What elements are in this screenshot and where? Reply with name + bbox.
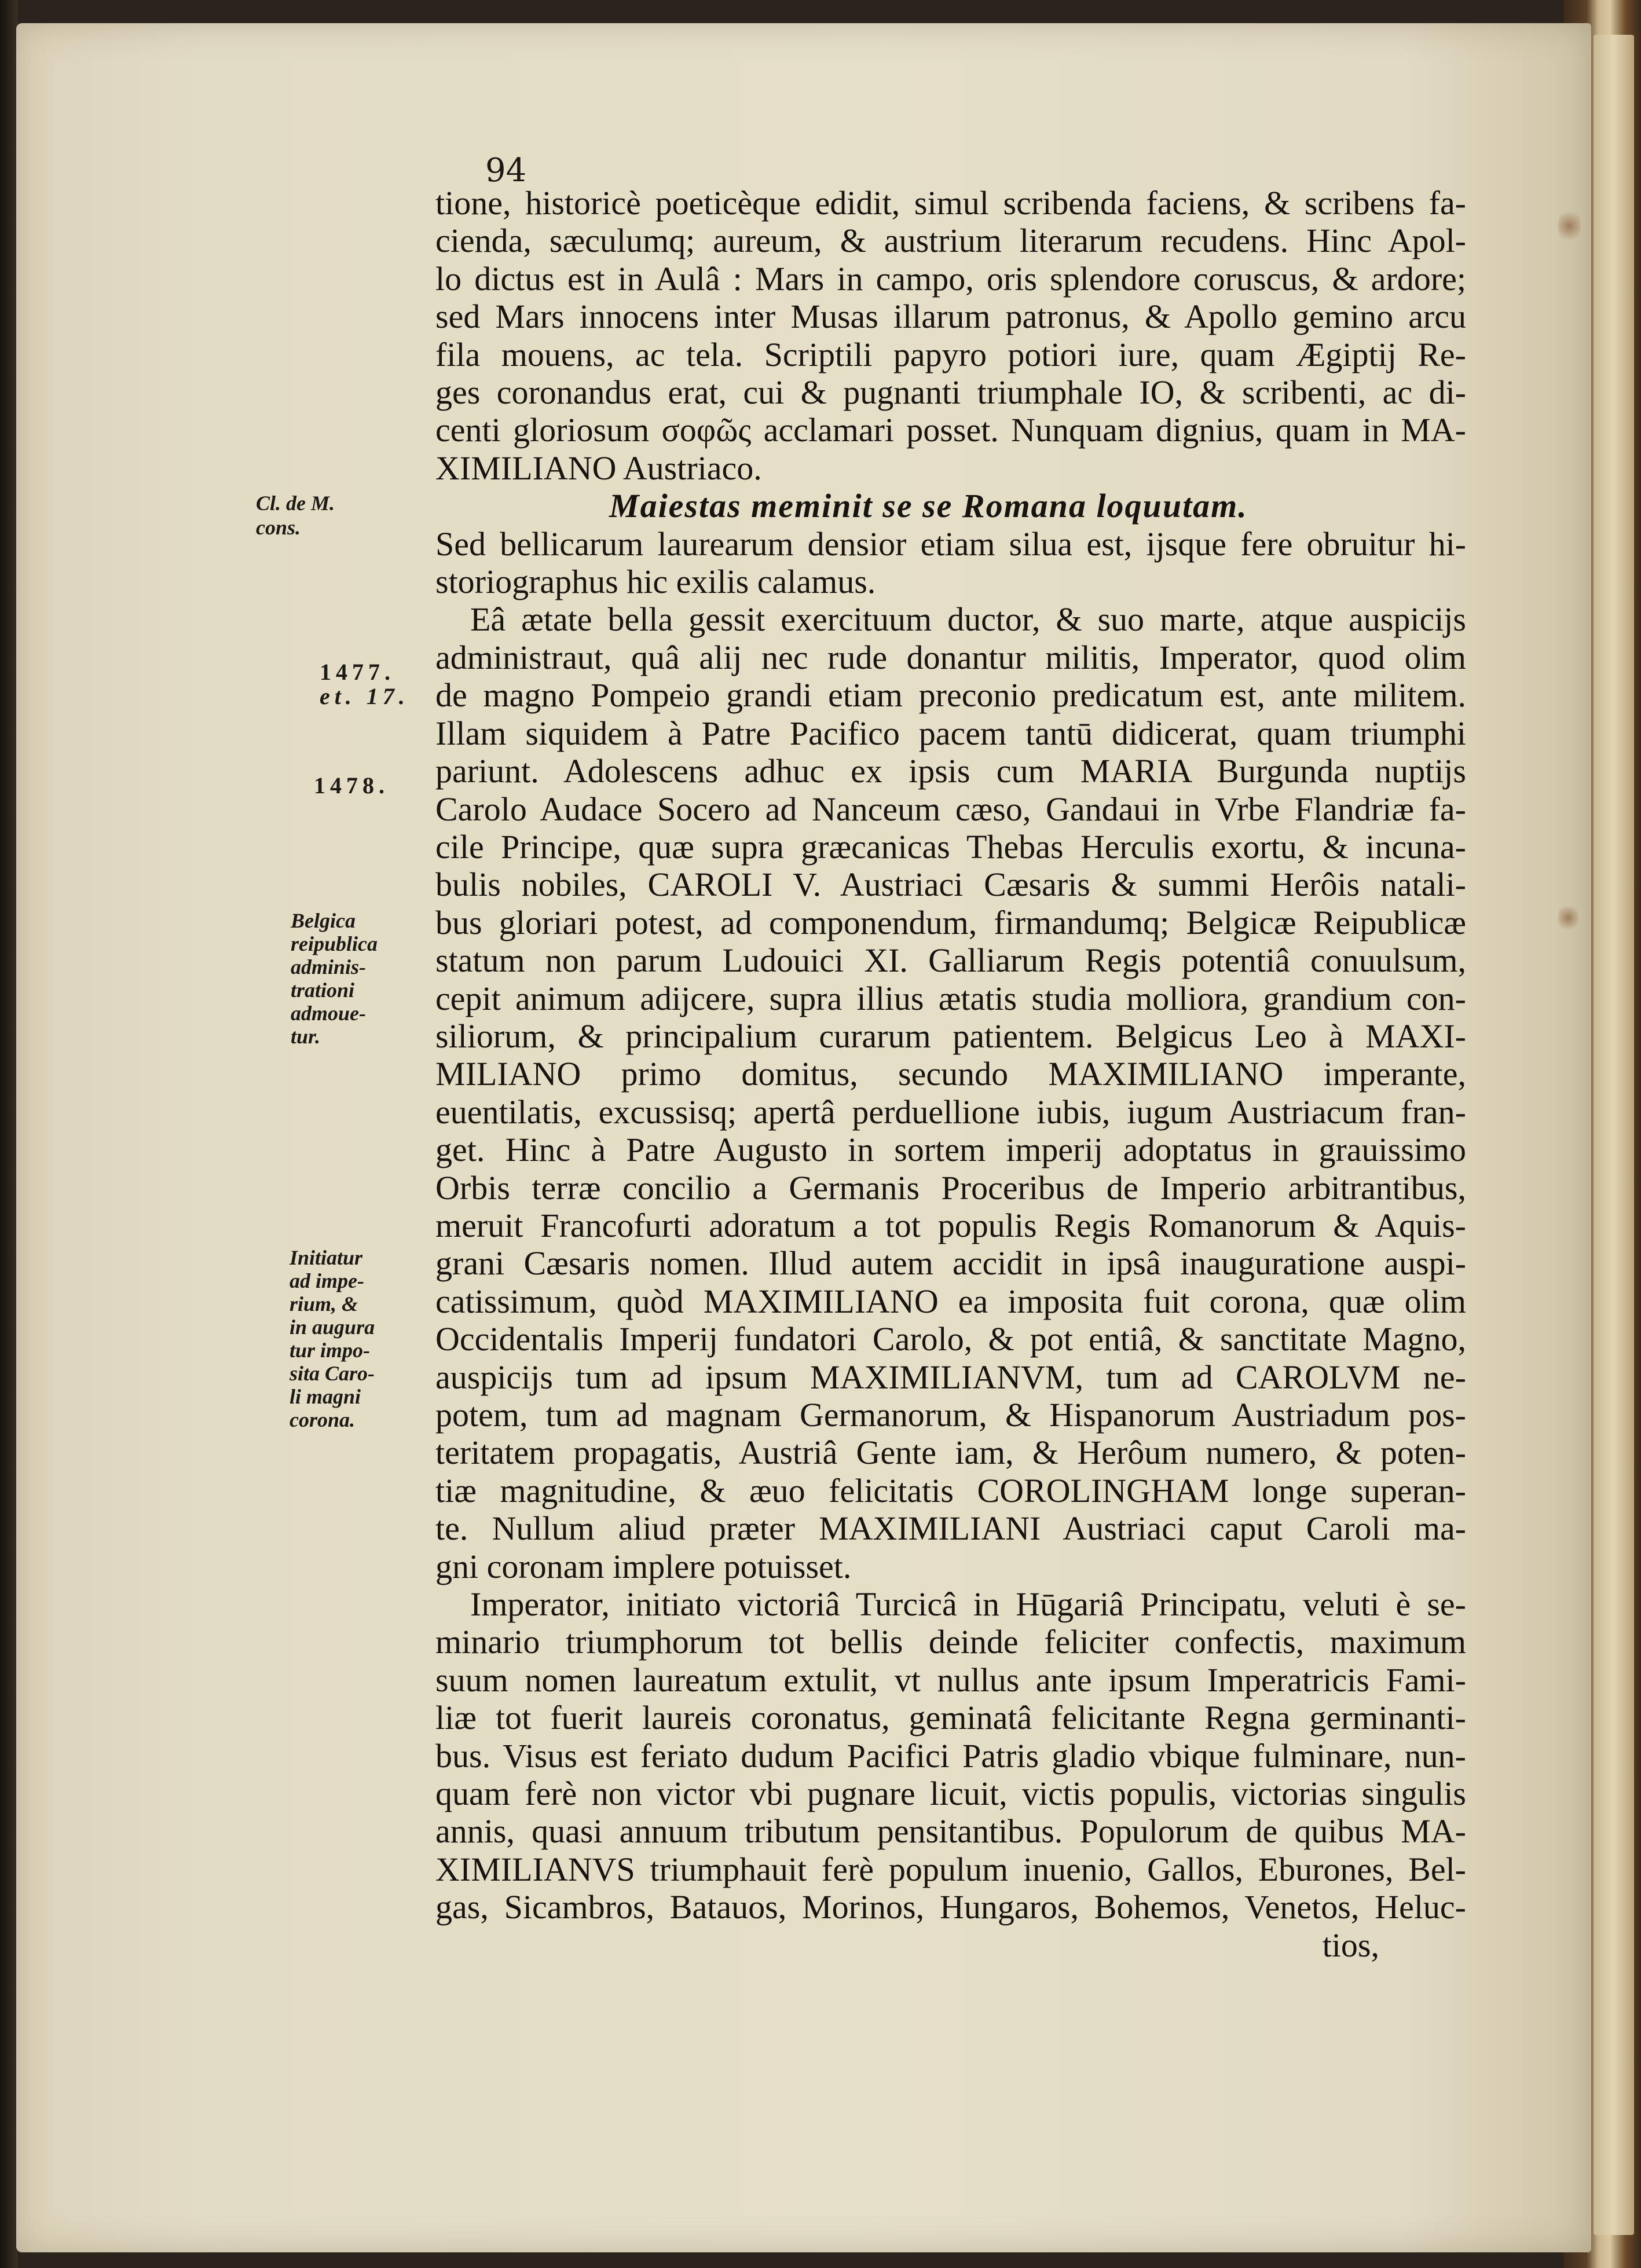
margin-note-line: adminis-	[291, 955, 367, 979]
text-line: Eâ ætate bella gessit exercituum ductor, & suo marte, atque auspicijs	[470, 600, 1466, 639]
text-line: meruit Francofurti adoratum a tot populis Regis Romanorum & Aquis-	[435, 1206, 1466, 1244]
text-line: Sed bellicarum laurearum densior etiam silua est, ijsque fere obruitur hi-	[435, 525, 1466, 563]
text-line: fila mouens, ac tela. Scriptili papyro potiori iure, quam Ægiptij Re-	[435, 335, 1466, 373]
margin-note-line: in augura	[290, 1316, 375, 1339]
text-line: minario triumphorum tot bellis deinde feliciter confectis, maximum	[435, 1623, 1466, 1661]
text-line: cepit animum adijcere, supra illius ætatis studia molliora, grandium con-	[435, 979, 1466, 1017]
margin-note-line: Initiatur	[290, 1246, 363, 1269]
margin-note-year-1477	[320, 660, 409, 709]
text-line: lo dictus est in Aulâ : Mars in campo, oris splendore coruscus, & ardore;	[435, 259, 1466, 298]
margin-note-line: Belgica	[291, 909, 356, 932]
margin-note-line: admoue-	[291, 1002, 366, 1025]
text-line: Carolo Audace Socero ad Nanceum cæso, Gandaui in Vrbe Flandriæ fa-	[435, 790, 1466, 828]
text-line: cile Principe, quæ supra græcanicas Thebas Herculis exortu, & incuna-	[435, 827, 1466, 866]
text-line: te. Nullum aliud præter MAXIMILIANI Austriaci caput Caroli ma-	[435, 1509, 1466, 1548]
text-line: administraut, quâ alij nec rude donantur militis, Imperator, quod olim	[435, 638, 1466, 676]
text-line: ges coronandus erat, cui & pugnanti triumphale IO, & scribenti, ac di-	[435, 373, 1466, 412]
text-line: Orbis terræ concilio a Germanis Proceribus de Imperio arbitrantibus,	[435, 1168, 1466, 1207]
book-binding-left	[0, 0, 17, 2268]
text-line: cienda, sæculumq; aureum, & austrium literarum recudens. Hinc Apol-	[435, 222, 1466, 260]
main-text-block	[435, 184, 1466, 1964]
text-line: liæ tot fuerit laureis coronatus, geminatâ felicitante Regna germinanti-	[435, 1699, 1466, 1737]
text-line: XIMILIANVS triumphauit ferè populum inuenio, Gallos, Eburones, Bel-	[435, 1850, 1466, 1888]
margin-note-line: Cl. de M.	[256, 492, 335, 515]
ink-stain	[1558, 903, 1578, 932]
text-line: bus. Visus est feriato dudum Pacifici Patris gladio vbique fulminare, nun-	[435, 1736, 1466, 1775]
ink-stain	[1558, 208, 1581, 243]
text-line: grani Cæsaris nomen. Illud autem accidit in ipsâ inauguratione auspi-	[435, 1244, 1466, 1283]
text-line: teritatem propagatis, Austriâ Gente iam, & Herôum numero, & poten-	[435, 1434, 1466, 1472]
margin-note-line: cons.	[256, 516, 301, 539]
text-line: euentilatis, excussisq; apertâ perduellione iubis, iugum Austriacum fran-	[435, 1093, 1466, 1131]
page-number: 94	[485, 152, 527, 189]
text-line: Occidentalis Imperij fundatori Carolo, & pot entiâ, & sanctitate Magno,	[435, 1320, 1466, 1358]
text-line: potem, tum ad magnam Germanorum, & Hispanorum Austriadum pos-	[435, 1396, 1466, 1434]
text-line: XIMILIANO Austriaco.	[435, 449, 762, 487]
text-line: catissimum, quòd MAXIMILIANO ea imposita fuit corona, quæ olim	[435, 1282, 1466, 1320]
text-line: MILIANO primo domitus, secundo MAXIMILIANO imperante,	[435, 1055, 1466, 1093]
catchword: tios,	[1322, 1926, 1379, 1964]
margin-note-belgica	[291, 909, 378, 1048]
text-line: de magno Pompeio grandi etiam preconio predicatum est, ante militem.	[435, 676, 1466, 715]
margin-note-line: corona.	[290, 1408, 356, 1431]
margin-note-line: 1478.	[314, 772, 389, 798]
text-line: tiæ magnitudine, & æuo felicitatis COROLINGHAM longe superan-	[435, 1471, 1466, 1509]
margin-note-line: li magni	[290, 1385, 361, 1408]
margin-note-initiatur	[290, 1246, 375, 1431]
text-line: Illam siquidem à Patre Pacifico pacem tantū didicerat, quam triumphi	[435, 714, 1466, 752]
text-line: quam ferè non victor vbi pugnare licuit, victis populis, victorias singulis	[435, 1775, 1466, 1813]
text-line: annis, quasi annuum tributum pensitantibus. Populorum de quibus MA-	[435, 1812, 1466, 1851]
margin-note-line: trationi	[291, 979, 355, 1002]
text-line: Imperator, initiato victoriâ Turcicâ in Hūgariâ Principatu, veluti è se-	[470, 1585, 1466, 1624]
margin-note-line: tur impo-	[290, 1339, 371, 1362]
text-line: gas, Sicambros, Batauos, Morinos, Hungaros, Bohemos, Venetos, Heluc-	[435, 1888, 1466, 1926]
text-line: sed Mars innocens inter Musas illarum patronus, & Apollo gemino arcu	[435, 298, 1466, 336]
text-line: get. Hinc à Patre Augusto in sortem imperij adoptatus in grauissimo	[435, 1131, 1466, 1169]
margin-note-line: reipublica	[291, 932, 378, 955]
text-line: tione, historicè poeticèque edidit, simul scribenda faciens, & scribens fa-	[435, 184, 1466, 222]
margin-note-line: tur.	[291, 1025, 321, 1048]
quotation-line: Maiestas meminit se se Romana loquutam.	[609, 487, 1248, 525]
margin-note-line: 1477.	[320, 659, 395, 685]
text-line: suum nomen laureatum extulit, vt nullus ante ipsum Imperatricis Fami-	[435, 1661, 1466, 1699]
text-line: statum non parum Ludouici XI. Galliarum Regis potentiâ conuulsum,	[435, 941, 1466, 980]
text-line: bus gloriari potest, ad componendum, firmandumq; Belgicæ Reipublicæ	[435, 903, 1466, 941]
text-line: bulis nobiles, CAROLI V. Austriaci Cæsaris & summi Herôis natali-	[435, 866, 1466, 904]
margin-note-line: ad impe-	[290, 1269, 364, 1292]
text-line: siliorum, & principalium curarum patientem. Belgicus Leo à MAXI-	[435, 1017, 1466, 1055]
text-line: centi gloriosum σοφῶς acclamari posset. Nunquam dignius, quam in MA-	[435, 411, 1466, 449]
margin-note-line: et. 17.	[320, 683, 409, 709]
margin-note-cl-de-m	[256, 491, 335, 540]
text-line: auspicijs tum ad ipsum MAXIMILIANVM, tum ad CAROLVM ne-	[435, 1358, 1466, 1396]
margin-note-line: sita Caro-	[290, 1362, 375, 1385]
text-line: storiographus hic exilis calamus.	[435, 563, 876, 601]
text-line: pariunt. Adolescens adhuc ex ipsis cum MARIA Burgunda nuptijs	[435, 752, 1466, 790]
margin-note-line: rium, &	[290, 1292, 358, 1316]
next-page-edge	[1594, 35, 1634, 2235]
margin-note-year-1478	[314, 774, 389, 798]
text-line: gni coronam implere potuisset.	[435, 1547, 852, 1585]
